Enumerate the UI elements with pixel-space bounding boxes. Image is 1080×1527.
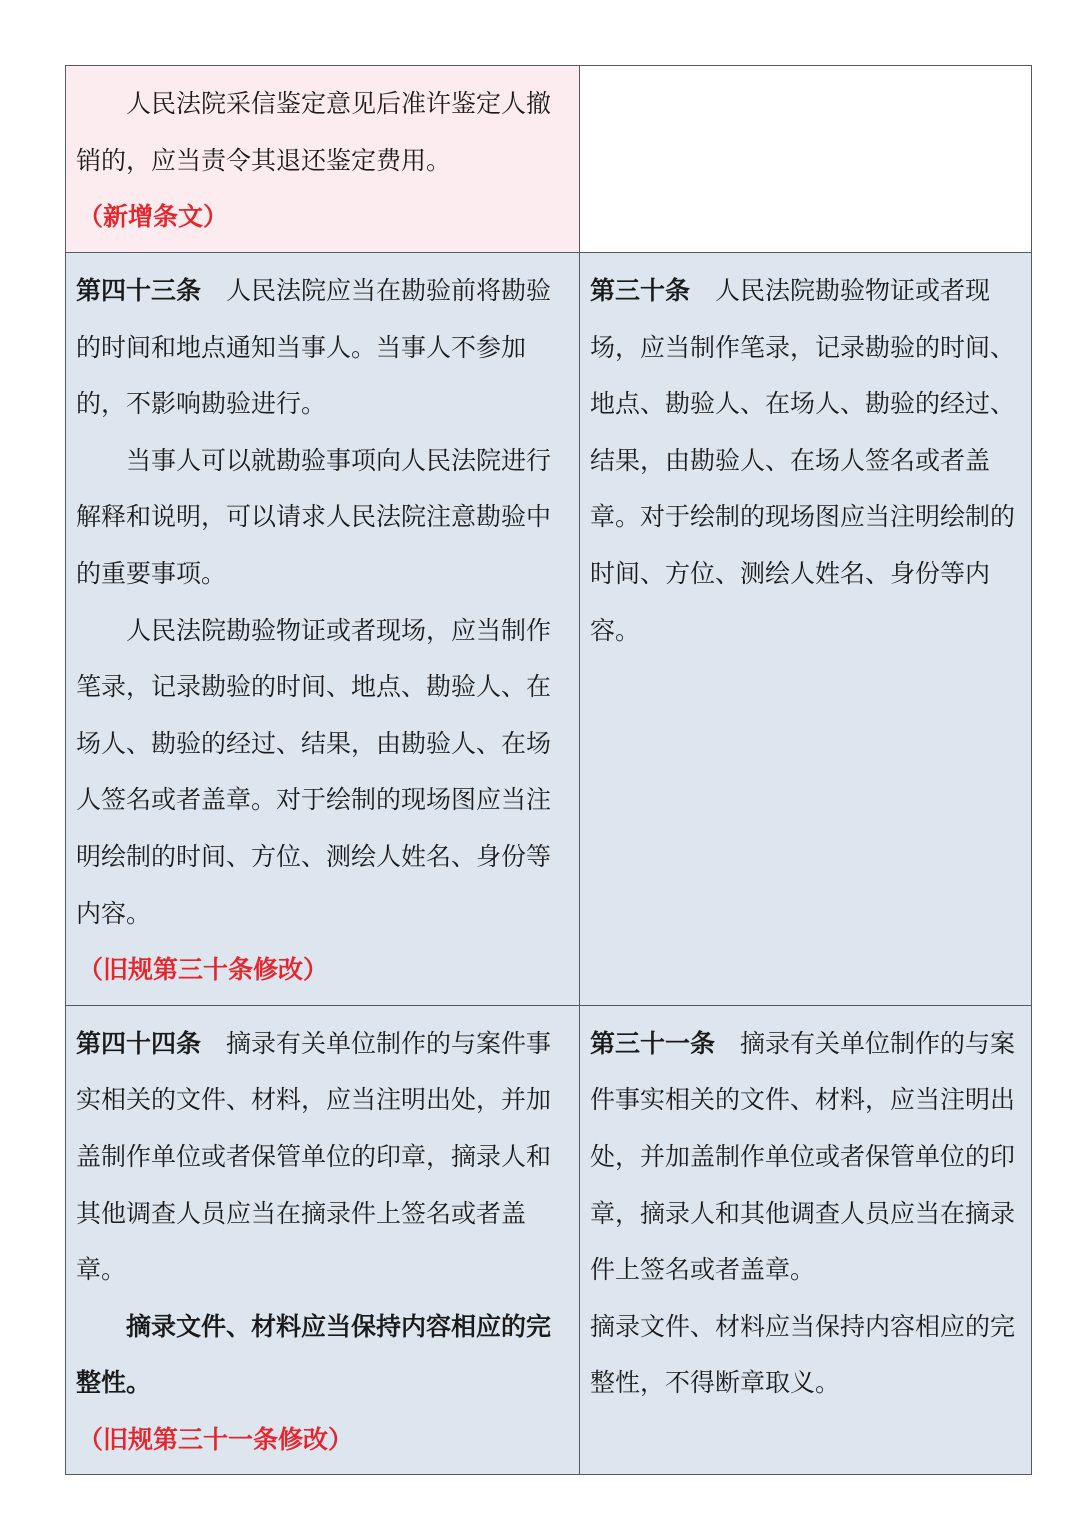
revision-note: （新增条文） bbox=[78, 202, 229, 232]
old-rule-cell bbox=[580, 1005, 1032, 1475]
clause-text: 人民法院勘验物证或者现场，应当制作笔录，记录勘验的时间、地点、勘验人、在场人、勘验的经过、结果，由勘验人、在场人签名或者盖章。对于绘制的现场图应当注明绘制的时间、方位、测绘人姓名、身份等内容。 bbox=[76, 615, 552, 928]
article-number: 第三十一条 bbox=[590, 1028, 716, 1058]
clause-text: 第四十四条 摘录有关单位制作的与案件事实相关的文件、材料，应当注明出处，并加盖制作单位或者保管单位的印章，摘录人和其他调查人员应当在摘录件上签名或者盖章。 bbox=[76, 1028, 552, 1285]
new-rule-cell bbox=[66, 253, 580, 1006]
table-row bbox=[66, 1005, 1032, 1475]
old-rule-cell bbox=[580, 253, 1032, 1006]
old-rule-cell bbox=[580, 66, 1032, 253]
table-row bbox=[66, 253, 1032, 1006]
new-rule-cell bbox=[66, 66, 580, 253]
table-row bbox=[66, 66, 1032, 253]
clause-text: 摘录文件、材料应当保持内容相应的完整性。 bbox=[76, 1311, 552, 1398]
revision-note: （旧规第三十一条修改） bbox=[78, 1424, 354, 1454]
article-number: 第四十四条 bbox=[76, 1028, 202, 1058]
revision-note: （旧规第三十条修改） bbox=[78, 955, 329, 985]
clause-text: 第四十三条 人民法院应当在勘验前将勘验的时间和地点通知当事人。当事人不参加的，不影响勘验进行。 bbox=[76, 276, 552, 419]
clause-text: 人民法院采信鉴定意见后准许鉴定人撤销的，应当责令其退还鉴定费用。 bbox=[76, 89, 552, 175]
article-number: 第三十条 bbox=[590, 276, 691, 305]
clause-text: 摘录文件、材料应当保持内容相应的完整性，不得断章取义。 bbox=[590, 1311, 1016, 1398]
clause-text: 第三十一条 摘录有关单位制作的与案件事实相关的文件、材料，应当注明出处，并加盖制作单位或者保管单位的印章，摘录人和其他调查人员应当在摘录件上签名或者盖章。 bbox=[590, 1028, 1016, 1285]
comparison-table bbox=[65, 65, 1032, 1475]
clause-text: 第三十条 人民法院勘验物证或者现场，应当制作笔录，记录勘验的时间、地点、勘验人、在场人、勘验的经过、结果，由勘验人、在场人签名或者盖章。对于绘制的现场图应当注明绘制的时间、方位、测绘人姓名、身份等内容。 bbox=[590, 276, 1016, 645]
article-number: 第四十三条 bbox=[76, 276, 202, 305]
clause-text: 当事人可以就勘验事项向人民法院进行解释和说明，可以请求人民法院注意勘验中的重要事项。 bbox=[76, 445, 552, 588]
new-rule-cell bbox=[66, 1005, 580, 1475]
